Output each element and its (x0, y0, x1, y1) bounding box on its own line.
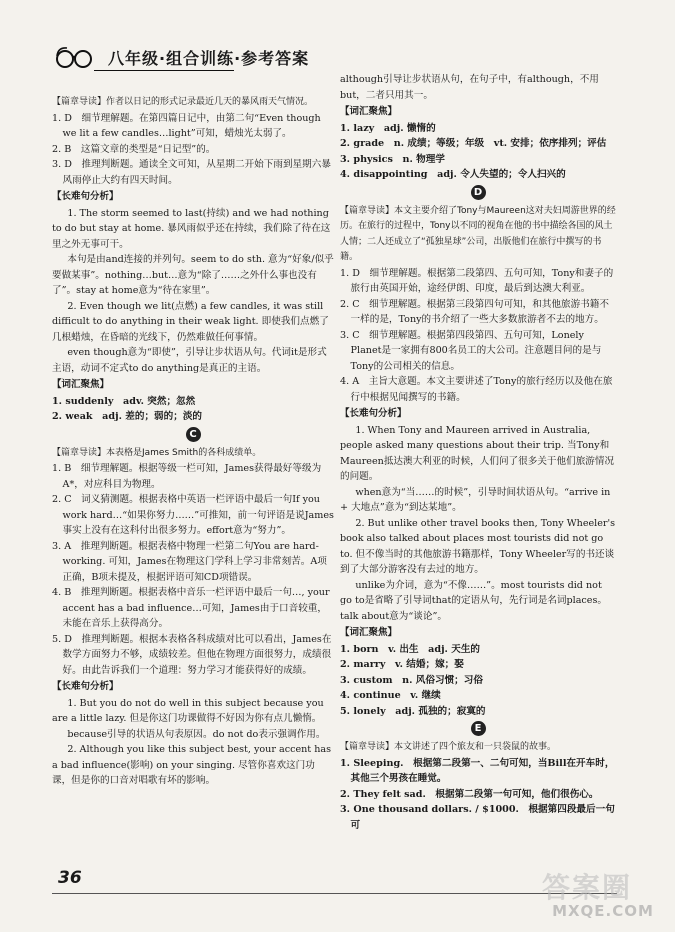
vocab-item: 2. weak adj. 差的；弱的；淡的 (52, 411, 203, 422)
page-number: 36 (58, 868, 82, 888)
sentence-analysis: 1. When Tony and Maureen arrived in Australia, people asked many questions about their trip. 当Tony和Maureen抵达澳大利亚的时候，人们问了很多关于他们旅游情况的问题。 (340, 424, 615, 482)
section-heading: 【长难句分析】 (52, 191, 119, 202)
sentence-analysis: 本句是由and连接的并列句。seem to do sth. 意为“好象/似乎要做某事”。nothing…but…意为“除了……之外什么事也没有了”。stay at home意为“待在家里”。 (52, 254, 334, 296)
footer-rule (52, 893, 617, 894)
vocab-item: 5. lonely adj. 孤独的；寂寞的 (340, 705, 486, 717)
sentence-analysis: although引导让步状语从句，在句子中，有although，不用but，二者只用其一。 (340, 74, 599, 101)
answer-item: 2. They felt sad. 根据第二段第一句可知，他们很伤心。 (340, 788, 599, 800)
answer-item: 4. B 推理判断题。根据表格中音乐一栏评语中最后一句…, your accent has a bad influence…可知，James由于口音较重，未能在音乐上获得高分。 (52, 587, 330, 629)
passage-guide: 【篇章导读】本表格是James Smith的各科成绩单。 (52, 447, 262, 458)
passage-letter-badge: E (340, 721, 616, 739)
watermark-url: MXQE.COM (552, 902, 654, 920)
sentence-analysis: 1. But you do not do well in this subject because you are a little lazy. 但是你这门功课做得不好因为你有点儿懒惰。 (52, 697, 324, 724)
passage-guide: 【篇章导读】本文主要介绍了Tony与Maureen这对夫妇周游世界的经历。在旅行的过程中，Tony以不同的视角在他的书中描绘各国的风土人情；二人还成立了“孤独星球”公司，出版他们在旅行中撰写的书籍。 (340, 205, 616, 262)
vocab-item: 4. continue v. 继续 (340, 690, 441, 701)
passage-letter-badge: D (340, 185, 616, 203)
site-watermark (538, 866, 668, 926)
answer-item: 1. D 细节理解题。在第四篇日记中，由第二句“Even though we lit a few candles…light”可知，蜡烛光太弱了。 (52, 112, 321, 139)
vocab-item: 2. grade n. 成绩；等级；年级 vt. 安排；依序排列；评估 (340, 138, 607, 149)
passage-guide: 【篇章导读】本文讲述了四个旅友和一只袋鼠的故事。 (340, 742, 557, 752)
page-title: 八年级·组合训练·参考答案 (108, 49, 310, 68)
passage-letter-badge: C (52, 427, 334, 445)
header-rule (94, 70, 234, 71)
page-header (44, 40, 644, 76)
vocab-item: 1. suddenly adv. 突然；忽然 (52, 395, 196, 407)
sentence-analysis: even though意为“即使”，引导让步状语从句。代词it是形式主语，动词不定式to do anything是真正的主语。 (52, 347, 327, 374)
answer-item: 2. B 这篇文章的类型是“日记型”的。 (52, 143, 216, 155)
sentence-analysis: 2. But unlike other travel books then, Tony Wheeler's book also talked about places most tourists did not go to. 但不像当时的其他旅游书籍那样，Tony Wheeler写的书还谈到了大部分游客没有去过的地方。 (340, 517, 616, 575)
vocab-item: 1. lazy adj. 懒惰的 (340, 122, 436, 134)
answer-item: 5. D 推理判断题。根据本表格各科成绩对比可以看出，James在数学方面努力不够，成绩较差。但他在物理方面很努力，成绩很好。由此告诉我们一个道理：努力学习才能获得好的成绩。 (52, 633, 332, 676)
vocab-item: 1. born v. 出生 adj. 天生的 (340, 643, 481, 655)
glasses-logo-icon (54, 44, 96, 70)
answer-item: 3. D 推理判断题。通读全文可知，从星期二开始下雨到星期六暴风雨停止大约有四天时间。 (52, 159, 331, 186)
sentence-analysis: 2. Even though we lit(点燃) a few candles, it was still difficult to do anything in their weak light. 即使我们点燃了几根蜡烛，在昏暗的光线下，仍然难做任何事情。 (52, 300, 329, 343)
vocab-item: 2. marry v. 结婚；嫁；娶 (340, 659, 464, 670)
answer-item: 1. B 细节理解题。根据等级一栏可知，James获得最好等级为A*，对应科目为物理。 (52, 463, 322, 490)
left-column (52, 95, 334, 789)
answer-item: 3. One thousand dollars. / $1000. 根据第四段最后一句可 (340, 804, 615, 831)
sentence-analysis: unlike为介词，意为“不像……”。most tourists did not go to是省略了引导词that的定语从句，先行词是名词places。talk about意为“谈论”。 (340, 579, 607, 622)
sentence-analysis: 2. Although you like this subject best, your accent has a bad influence(影响) on your singing. 尽管你喜欢这门功课，但是你的口音对唱歌有坏的影响。 (52, 744, 332, 786)
section-heading: 【词汇聚焦】 (52, 379, 110, 390)
answer-item: 2. C 词义猜测题。根据表格中英语一栏评语中最后一句If you work hard…“如果你努力……”可推知，前一句评语是说James事实上没有在这科付出很多努力。effort意为“努力”。 (52, 494, 334, 536)
sentence-analysis: 1. The storm seemed to last(持续) and we had nothing to do but stay at home. 暴风雨似乎还在持续，我们除了待在这里之外无事可干。 (52, 207, 331, 250)
vocab-item: 4. disappointing adj. 令人失望的；令人扫兴的 (340, 169, 566, 180)
passage-guide: 【篇章导读】作者以日记的形式记录最近几天的暴风雨天气情况。 (52, 97, 314, 107)
section-heading: 【长难句分析】 (52, 681, 119, 692)
section-heading: 【长难句分析】 (340, 408, 407, 419)
right-column (340, 72, 616, 833)
answer-item: 2. C 细节理解题。根据第三段第四句可知，和其他旅游书籍不一样的是，Tony的书介绍了一些大多数旅游者不去的地方。 (340, 298, 609, 325)
answer-item: 1. D 细节理解题。根据第二段第四、五句可知，Tony和妻子的旅行由英国开始，途经伊朗、印度，最后到达澳大利亚。 (340, 267, 614, 294)
answer-item: 3. C 细节理解题。根据第四段第四、五句可知，Lonely Planet是一家拥有800名员工的大公司。注意题目问的是与Tony的公司相关的信息。 (340, 329, 602, 372)
answer-item: 3. A 推理判断题。根据表格中物理一栏第二句You are hard-working. 可知，James在物理这门学科上学习非常刻苦。A项正确，B项未提及，根据评语可知CD项错误。 (52, 540, 327, 583)
vocab-item: 3. custom n. 风俗习惯；习俗 (340, 674, 483, 686)
answer-item: 4. A 主旨大意题。本文主要讲述了Tony的旅行经历以及他在旅行中根据见闻撰写的书籍。 (340, 376, 613, 403)
sentence-analysis: when意为“当……的时候”，引导时间状语从句。“arrive in + 大地点”意为“到达某地”。 (340, 486, 611, 513)
section-heading: 【词汇聚焦】 (340, 627, 398, 638)
answer-item: 1. Sleeping. 根据第二段第一、二句可知，当Bill在开车时，其他三个男孩在睡觉。 (340, 757, 615, 784)
sentence-analysis: because引导的状语从句表原因。do not do表示强调作用。 (67, 728, 326, 740)
watermark-logo-text: 答案圈 (542, 871, 633, 904)
section-heading: 【词汇聚焦】 (340, 106, 398, 117)
vocab-item: 3. physics n. 物理学 (340, 153, 445, 165)
